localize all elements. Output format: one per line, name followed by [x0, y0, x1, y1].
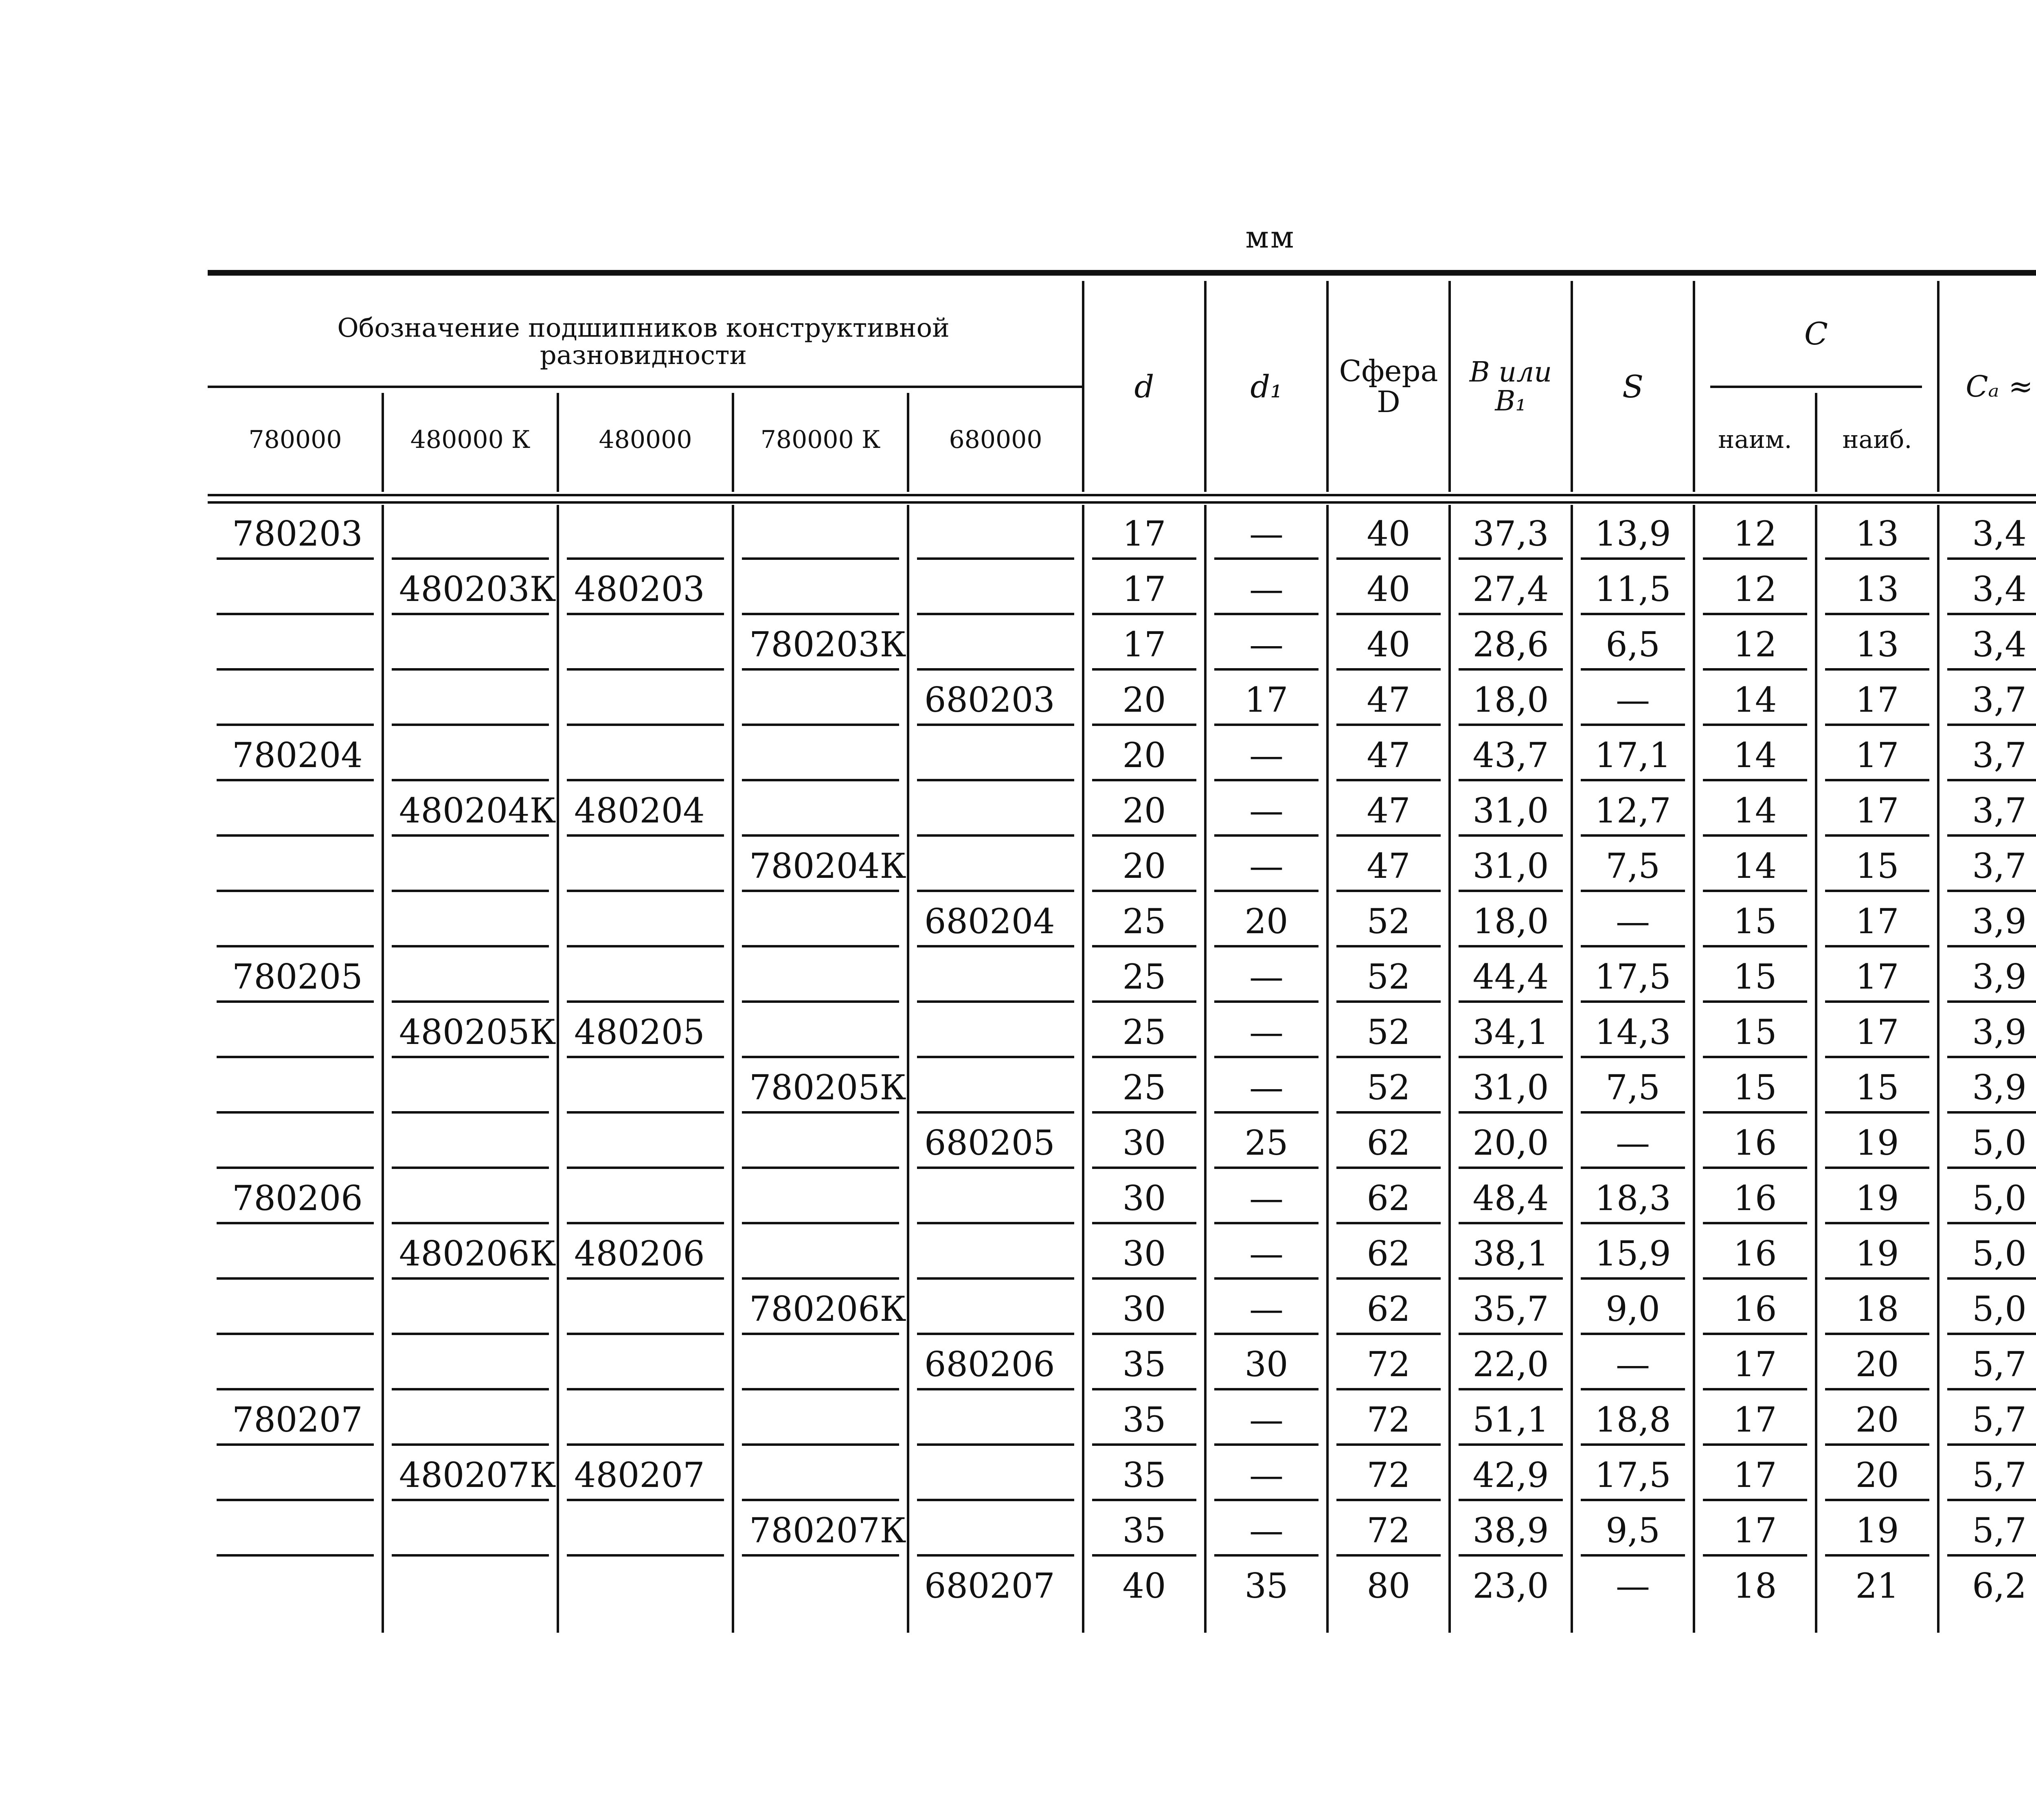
- table-cell-t480000k: [383, 1284, 558, 1334]
- table-cell-S: 7,5: [1606, 846, 1660, 886]
- table-cell-ca: 5,7: [1972, 1344, 2027, 1384]
- table-cell-t480000: 480206: [574, 1233, 705, 1274]
- table-cell-cmin: 16: [1733, 1233, 1777, 1274]
- table-cell-t680000: [908, 841, 1083, 891]
- table-cell-ca: 3,7: [1972, 790, 2027, 831]
- table-cell-t480000k: [383, 952, 558, 1002]
- table-cell-cmax: 13: [1855, 569, 1899, 609]
- table-cell-t780000k: 780204К: [749, 846, 906, 886]
- table-cell-cmax: 17: [1855, 901, 1899, 941]
- table-cell-D: 52: [1367, 901, 1411, 941]
- table-cell-t680000: [908, 786, 1083, 835]
- table-cell-d1: —: [1249, 846, 1283, 886]
- table-cell-t780000k: [733, 675, 908, 725]
- table-cell-S: 12,7: [1595, 790, 1671, 831]
- table-cell-t680000: [908, 1007, 1083, 1057]
- table-cell-t780000: [208, 1340, 383, 1389]
- table-cell-B: 31,0: [1472, 846, 1549, 886]
- table-cell-t480000: [558, 730, 733, 780]
- table-cell-S: —: [1616, 1123, 1650, 1163]
- table-cell-B: 22,0: [1472, 1344, 1549, 1384]
- table-cell-t780000k: [733, 564, 908, 614]
- table-cell-ca: 3,4: [1972, 569, 2027, 609]
- table-cell-d: 20: [1122, 846, 1166, 886]
- table-cell-t780000k: 780203К: [749, 624, 906, 664]
- header-b: B или B₁: [1469, 356, 1552, 417]
- table-cell-cmax: 17: [1855, 1012, 1899, 1052]
- table-cell-t780000k: [733, 786, 908, 835]
- table-cell-t780000k: [733, 1395, 908, 1445]
- table-cell-t780000: [208, 1063, 383, 1112]
- table-cell-d: 35: [1122, 1510, 1166, 1550]
- table-cell-t480000: [558, 1173, 733, 1223]
- table-cell-B: 34,1: [1472, 1012, 1549, 1052]
- table-cell-cmin: 12: [1733, 513, 1777, 554]
- header-type-780000k: 780000 К: [760, 425, 881, 454]
- table-cell-d: 17: [1122, 624, 1166, 664]
- table-cell-d1: —: [1249, 1012, 1283, 1052]
- table-cell-D: 62: [1367, 1178, 1411, 1218]
- table-cell-t480000: [558, 841, 733, 891]
- table-cell-cmax: 20: [1855, 1399, 1899, 1440]
- table-cell-cmin: 16: [1733, 1123, 1777, 1163]
- table-cell-t680000: [908, 1395, 1083, 1445]
- table-cell-t480000k: [383, 1506, 558, 1555]
- table-cell-d: 40: [1122, 1566, 1166, 1606]
- table-cell-ca: 5,0: [1972, 1123, 2027, 1163]
- table-cell-d1: —: [1249, 956, 1283, 997]
- table-cell-d: 35: [1122, 1399, 1166, 1440]
- table-cell-B: 31,0: [1472, 1067, 1549, 1107]
- table-cell-cmax: 19: [1855, 1178, 1899, 1218]
- table-cell-d: 30: [1122, 1123, 1166, 1163]
- table-cell-B: 43,7: [1472, 735, 1549, 775]
- table-cell-t780000: [208, 786, 383, 835]
- table-cell-t480000k: [383, 897, 558, 946]
- table-cell-t780000k: [733, 952, 908, 1002]
- header-bearing-group: Обозначение подшипников конструктивной разновидности: [337, 313, 950, 371]
- table-cell-d: 35: [1122, 1455, 1166, 1495]
- table-cell-D: 72: [1367, 1455, 1411, 1495]
- table-cell-t480000: 480205: [574, 1012, 705, 1052]
- table-cell-cmax: 17: [1855, 680, 1899, 720]
- table-cell-d1: —: [1249, 1289, 1283, 1329]
- table-cell-D: 72: [1367, 1344, 1411, 1384]
- table-cell-d1: —: [1249, 513, 1283, 554]
- table-cell-cmin: 18: [1733, 1566, 1777, 1606]
- table-cell-d1: —: [1249, 1399, 1283, 1440]
- header-c-min: наим.: [1718, 425, 1792, 454]
- table-cell-d: 30: [1122, 1178, 1166, 1218]
- header-c-max: наиб.: [1842, 425, 1912, 454]
- table-cell-cmax: 21: [1855, 1566, 1899, 1606]
- table-cell-B: 51,1: [1472, 1399, 1549, 1440]
- header-d1: d₁: [1250, 368, 1283, 405]
- table-cell-cmin: 15: [1733, 1067, 1777, 1107]
- table-cell-B: 18,0: [1472, 901, 1549, 941]
- table-cell-D: 40: [1367, 624, 1411, 664]
- header-sphere: Сфера D: [1339, 354, 1438, 419]
- table-cell-S: 9,0: [1606, 1289, 1660, 1329]
- table-cell-D: 52: [1367, 1012, 1411, 1052]
- table-cell-t480000k: [383, 730, 558, 780]
- table-cell-t480000: [558, 1506, 733, 1555]
- table-cell-t480000k: 480206К: [399, 1233, 556, 1274]
- table-cell-t780000: [208, 564, 383, 614]
- table-cell-t680000: 680203: [924, 680, 1055, 720]
- table-cell-ca: 5,7: [1972, 1455, 2027, 1495]
- table-cell-t780000: 780205: [232, 956, 363, 997]
- table-cell-S: —: [1616, 1344, 1650, 1384]
- table-cell-cmax: 18: [1855, 1289, 1899, 1329]
- table-cell-cmax: 17: [1855, 735, 1899, 775]
- table-cell-cmax: 19: [1855, 1510, 1899, 1550]
- table-cell-S: 6,5: [1606, 624, 1660, 664]
- table-cell-t780000k: [733, 1340, 908, 1389]
- table-cell-t480000k: [383, 1173, 558, 1223]
- table-cell-t680000: [908, 509, 1083, 559]
- table-cell-S: 17,5: [1595, 1455, 1671, 1495]
- table-cell-d1: —: [1249, 735, 1283, 775]
- header-s: S: [1622, 368, 1644, 405]
- table-cell-S: 15,9: [1595, 1233, 1671, 1274]
- table-cell-d1: 25: [1244, 1123, 1288, 1163]
- table-cell-cmax: 13: [1855, 513, 1899, 554]
- table-cell-cmin: 17: [1733, 1399, 1777, 1440]
- table-cell-cmax: 20: [1855, 1455, 1899, 1495]
- table-cell-cmax: 15: [1855, 846, 1899, 886]
- table-cell-D: 72: [1367, 1399, 1411, 1440]
- table-cell-t780000: [208, 1450, 383, 1500]
- table-cell-S: 13,9: [1595, 513, 1671, 554]
- table-cell-t480000: [558, 1395, 733, 1445]
- table-cell-S: 14,3: [1595, 1012, 1671, 1052]
- table-cell-d: 35: [1122, 1344, 1166, 1384]
- table-cell-ca: 3,4: [1972, 513, 2027, 554]
- table-cell-B: 18,0: [1472, 680, 1549, 720]
- table-cell-d1: 17: [1244, 680, 1288, 720]
- table-cell-d1: 30: [1244, 1344, 1288, 1384]
- table-cell-S: 9,5: [1606, 1510, 1660, 1550]
- table-cell-cmin: 12: [1733, 569, 1777, 609]
- table-cell-t780000: 780206: [232, 1178, 363, 1218]
- table-cell-t680000: 680205: [924, 1123, 1055, 1163]
- table-cell-S: 11,5: [1595, 569, 1671, 609]
- table-cell-t780000k: [733, 1007, 908, 1057]
- table-cell-t480000: [558, 675, 733, 725]
- table-cell-t680000: [908, 1063, 1083, 1112]
- table-cell-t480000: [558, 1063, 733, 1112]
- table-cell-S: —: [1616, 680, 1650, 720]
- table-cell-S: —: [1616, 1566, 1650, 1606]
- table-cell-ca: 3,7: [1972, 735, 2027, 775]
- table-cell-D: 62: [1367, 1289, 1411, 1329]
- table-cell-ca: 3,9: [1972, 956, 2027, 997]
- table-cell-t780000: [208, 897, 383, 946]
- table-cell-B: 28,6: [1472, 624, 1549, 664]
- table-cell-ca: 5,0: [1972, 1233, 2027, 1274]
- table-cell-t480000k: [383, 1561, 558, 1611]
- table-cell-B: 20,0: [1472, 1123, 1549, 1163]
- header-type-680000: 680000: [949, 425, 1042, 454]
- table-cell-t480000: [558, 897, 733, 946]
- table-cell-t480000k: [383, 1118, 558, 1168]
- table-cell-d1: 35: [1244, 1566, 1288, 1606]
- table-cell-cmax: 15: [1855, 1067, 1899, 1107]
- table-cell-cmax: 20: [1855, 1344, 1899, 1384]
- table-cell-t680000: [908, 564, 1083, 614]
- table-cell-ca: 5,0: [1972, 1178, 2027, 1218]
- header-c: C: [1804, 316, 1828, 352]
- table-cell-cmax: 19: [1855, 1123, 1899, 1163]
- table-cell-d1: —: [1249, 1067, 1283, 1107]
- bearing-dimensions-table: [208, 269, 2036, 1653]
- table-cell-t780000: [208, 675, 383, 725]
- table-cell-D: 47: [1367, 846, 1411, 886]
- table-cell-t480000: 480207: [574, 1455, 705, 1495]
- table-cell-ca: 6,2: [1972, 1566, 2027, 1606]
- table-cell-B: 27,4: [1472, 569, 1549, 609]
- table-cell-t680000: [908, 1284, 1083, 1334]
- table-cell-d1: —: [1249, 1455, 1283, 1495]
- table-cell-cmin: 14: [1733, 680, 1777, 720]
- table-cell-t780000k: [733, 1229, 908, 1278]
- table-cell-D: 62: [1367, 1233, 1411, 1274]
- table-cell-D: 47: [1367, 680, 1411, 720]
- table-cell-t480000: 480203: [574, 569, 705, 609]
- table-cell-t480000: [558, 1340, 733, 1389]
- table-cell-cmin: 17: [1733, 1344, 1777, 1384]
- table-cell-B: 38,1: [1472, 1233, 1549, 1274]
- table-cell-D: 80: [1367, 1566, 1411, 1606]
- table-cell-t480000k: 480203К: [399, 569, 556, 609]
- table-cell-D: 72: [1367, 1510, 1411, 1550]
- table-cell-d: 25: [1122, 901, 1166, 941]
- table-cell-t480000k: [383, 1063, 558, 1112]
- table-cell-t480000: [558, 1118, 733, 1168]
- table-cell-t780000: [208, 841, 383, 891]
- table-cell-ca: 5,7: [1972, 1510, 2027, 1550]
- table-cell-t480000k: [383, 841, 558, 891]
- table-cell-t480000: [558, 620, 733, 669]
- table-cell-d: 20: [1122, 790, 1166, 831]
- table-cell-t780000: [208, 1118, 383, 1168]
- table-cell-cmin: 16: [1733, 1178, 1777, 1218]
- table-cell-t680000: 680206: [924, 1344, 1055, 1384]
- table-cell-cmin: 12: [1733, 624, 1777, 664]
- table-cell-t780000: [208, 1284, 383, 1334]
- table-cell-cmin: 14: [1733, 735, 1777, 775]
- table-cell-t680000: [908, 1450, 1083, 1500]
- table-cell-cmin: 15: [1733, 956, 1777, 997]
- table-cell-t780000k: 780205К: [749, 1067, 906, 1107]
- table-cell-t680000: 680204: [924, 901, 1055, 941]
- table-cell-d1: —: [1249, 1233, 1283, 1274]
- table-cell-t780000: [208, 1561, 383, 1611]
- table-cell-d: 25: [1122, 956, 1166, 997]
- table-cell-cmax: 13: [1855, 624, 1899, 664]
- table-cell-S: 18,3: [1595, 1178, 1671, 1218]
- table-cell-S: 7,5: [1606, 1067, 1660, 1107]
- table-cell-ca: 5,7: [1972, 1399, 2027, 1440]
- table-cell-cmin: 14: [1733, 846, 1777, 886]
- table-cell-B: 44,4: [1472, 956, 1549, 997]
- table-cell-t680000: [908, 952, 1083, 1002]
- table-cell-t680000: [908, 620, 1083, 669]
- table-cell-d: 20: [1122, 735, 1166, 775]
- table-cell-D: 52: [1367, 1067, 1411, 1107]
- table-cell-D: 47: [1367, 735, 1411, 775]
- table-cell-cmin: 14: [1733, 790, 1777, 831]
- table-cell-t780000: [208, 1229, 383, 1278]
- table-cell-t780000: [208, 1007, 383, 1057]
- table-cell-D: 62: [1367, 1123, 1411, 1163]
- table-cell-B: 23,0: [1472, 1566, 1549, 1606]
- table-cell-d1: —: [1249, 569, 1283, 609]
- table-cell-cmin: 16: [1733, 1289, 1777, 1329]
- table-cell-d1: —: [1249, 1510, 1283, 1550]
- table-cell-t780000k: [733, 730, 908, 780]
- table-cell-cmin: 15: [1733, 901, 1777, 941]
- table-cell-ca: 3,9: [1972, 1067, 2027, 1107]
- table-cell-t780000: [208, 1506, 383, 1555]
- table-cell-t780000: 780203: [232, 513, 363, 554]
- table-cell-t480000: 480204: [574, 790, 705, 831]
- table-cell-cmin: 15: [1733, 1012, 1777, 1052]
- table-cell-B: 37,3: [1472, 513, 1549, 554]
- table-cell-cmax: 17: [1855, 956, 1899, 997]
- table-cell-t480000: [558, 1284, 733, 1334]
- table-cell-d1: —: [1249, 624, 1283, 664]
- table-cell-d: 25: [1122, 1067, 1166, 1107]
- header-type-780000: 780000: [248, 425, 342, 454]
- header-type-480000: 480000: [599, 425, 692, 454]
- table-cell-B: 48,4: [1472, 1178, 1549, 1218]
- header-ca: Cₐ ≈: [1966, 369, 2033, 404]
- units-label: мм: [1245, 220, 1296, 255]
- table-cell-ca: 3,7: [1972, 846, 2027, 886]
- table-cell-S: —: [1616, 901, 1650, 941]
- table-cell-cmin: 17: [1733, 1510, 1777, 1550]
- table-cell-t780000k: 780207К: [749, 1510, 906, 1550]
- table-cell-D: 40: [1367, 569, 1411, 609]
- table-cell-t480000k: 480205К: [399, 1012, 556, 1052]
- table-cell-t480000k: [383, 620, 558, 669]
- table-cell-t480000k: [383, 509, 558, 559]
- table-cell-D: 52: [1367, 956, 1411, 997]
- table-cell-t480000k: [383, 675, 558, 725]
- table-cell-t780000k: [733, 1561, 908, 1611]
- table-cell-B: 42,9: [1472, 1455, 1549, 1495]
- table-cell-ca: 3,7: [1972, 680, 2027, 720]
- table-cell-ca: 5,0: [1972, 1289, 2027, 1329]
- table-cell-D: 47: [1367, 790, 1411, 831]
- table-cell-d: 17: [1122, 569, 1166, 609]
- table-cell-t680000: [908, 730, 1083, 780]
- table-cell-t480000k: 480204К: [399, 790, 556, 831]
- table-cell-D: 40: [1367, 513, 1411, 554]
- table-cell-d: 17: [1122, 513, 1166, 554]
- table-cell-ca: 3,4: [1972, 624, 2027, 664]
- table-cell-d1: —: [1249, 790, 1283, 831]
- table-cell-t780000k: [733, 509, 908, 559]
- table-cell-t780000k: [733, 1450, 908, 1500]
- table-cell-d: 20: [1122, 680, 1166, 720]
- table-cell-t780000k: 780206К: [749, 1289, 906, 1329]
- table-cell-S: 18,8: [1595, 1399, 1671, 1440]
- table-cell-t480000: [558, 1561, 733, 1611]
- table-cell-ca: 3,9: [1972, 901, 2027, 941]
- table-cell-t480000: [558, 952, 733, 1002]
- table-cell-t480000: [558, 509, 733, 559]
- table-cell-B: 38,9: [1472, 1510, 1549, 1550]
- table-cell-t680000: [908, 1173, 1083, 1223]
- header-d: d: [1134, 368, 1154, 405]
- table-cell-d: 25: [1122, 1012, 1166, 1052]
- table-cell-t680000: 680207: [924, 1566, 1055, 1606]
- table-cell-t780000k: [733, 1118, 908, 1168]
- table-cell-cmax: 19: [1855, 1233, 1899, 1274]
- table-cell-d: 30: [1122, 1233, 1166, 1274]
- table-cell-d: 30: [1122, 1289, 1166, 1329]
- table-cell-t780000k: [733, 897, 908, 946]
- table-cell-ca: 3,9: [1972, 1012, 2027, 1052]
- table-cell-S: 17,1: [1595, 735, 1671, 775]
- header-type-480000k: 480000 К: [410, 425, 531, 454]
- table-cell-t680000: [908, 1229, 1083, 1278]
- table-cell-d1: —: [1249, 1178, 1283, 1218]
- table-cell-d1: 20: [1244, 901, 1288, 941]
- table-cell-t780000: 780207: [232, 1399, 363, 1440]
- table-cell-t780000: 780204: [232, 735, 363, 775]
- table-cell-t480000k: [383, 1340, 558, 1389]
- table-cell-cmax: 17: [1855, 790, 1899, 831]
- table-cell-t780000k: [733, 1173, 908, 1223]
- table-cell-S: 17,5: [1595, 956, 1671, 997]
- table-cell-B: 35,7: [1472, 1289, 1549, 1329]
- table-cell-cmin: 17: [1733, 1455, 1777, 1495]
- table-cell-B: 31,0: [1472, 790, 1549, 831]
- table-cell-t780000: [208, 620, 383, 669]
- table-cell-t680000: [908, 1506, 1083, 1555]
- table-cell-t480000k: 480207К: [399, 1455, 556, 1495]
- table-cell-t480000k: [383, 1395, 558, 1445]
